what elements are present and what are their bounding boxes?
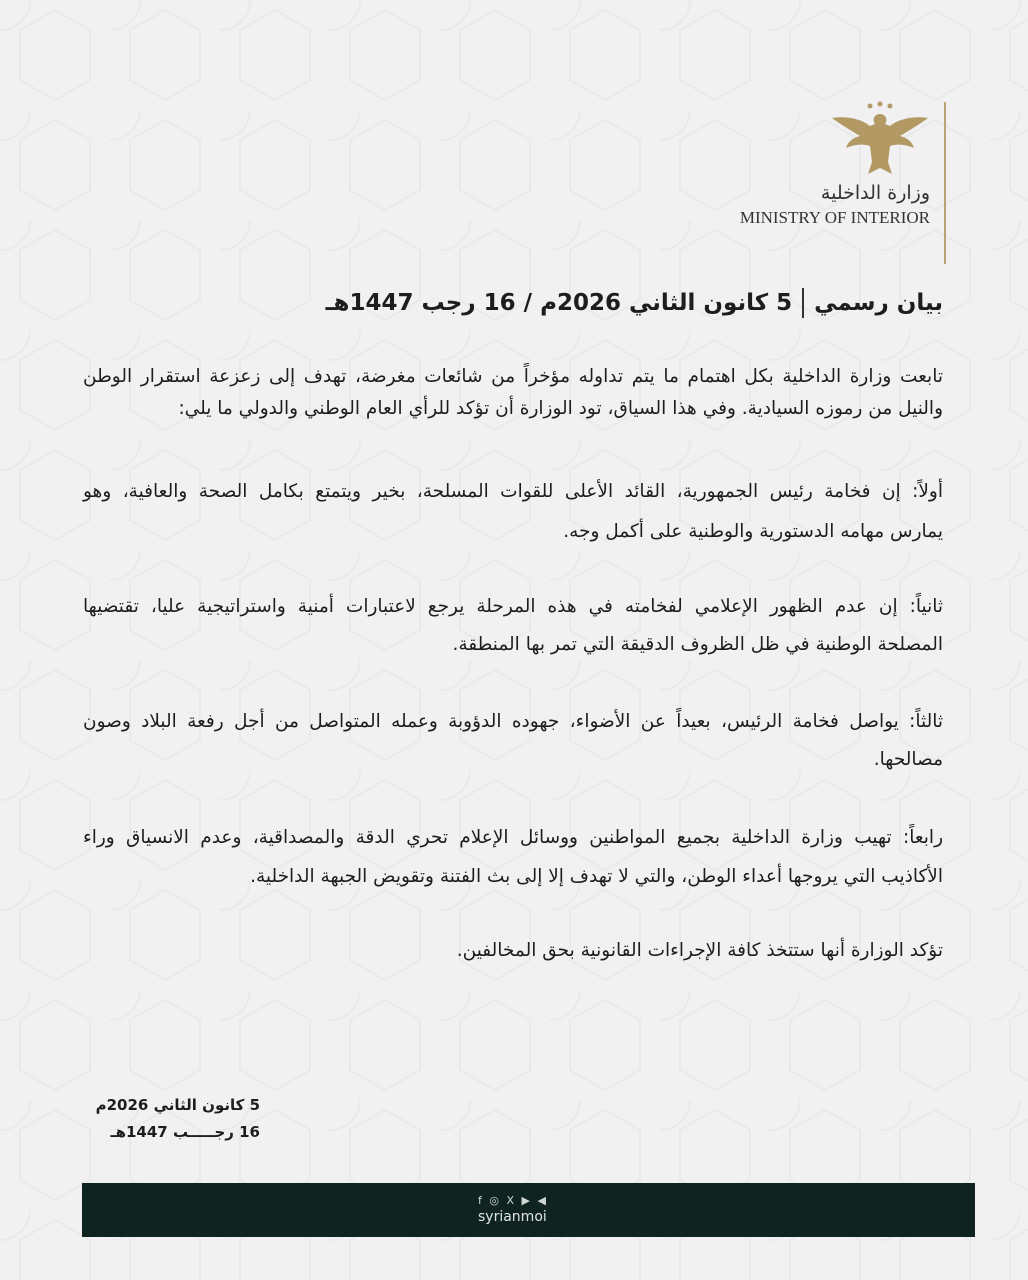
social-icons: f ◎ X ▶ ◀ bbox=[478, 1194, 548, 1207]
body-line: ثالثاً: يواصل فخامة الرئيس، بعيداً عن الأضواء، جهوده الدؤوبة وعمله المتواصل من أجل رفعة البلاد وصون bbox=[83, 711, 943, 732]
body-line: تابعت وزارة الداخلية بكل اهتمام ما يتم تداوله مؤخراً من شائعات مغرضة، تهدف إلى زعزعة استقرار الوطن bbox=[83, 366, 943, 387]
body-line: أولاً: إن فخامة رئيس الجمهورية، القائد الأعلى للقوات المسلحة، بخير ويتمتع بكامل الصحة والعافية، وهو bbox=[83, 481, 943, 502]
body-line: يمارس مهامه الدستورية والوطنية على أكمل وجه. bbox=[563, 521, 943, 542]
social-handle: syrianmoi bbox=[478, 1209, 547, 1225]
body-line: والنيل من رموزه السيادية. وفي هذا السياق، تود الوزارة أن تؤكد للرأي العام الوطني والدولي ما يلي: bbox=[178, 398, 943, 419]
title-separator bbox=[802, 288, 804, 318]
title-date: 5 كانون الثاني 2026م / 16 رجب 1447هـ bbox=[325, 290, 793, 316]
signature-gregorian-date: 5 كانون الثاني 2026م bbox=[95, 1096, 260, 1114]
body-line: ثانياً: إن عدم الظهور الإعلامي لفخامته في هذه المرحلة يرجع لاعتبارات أمنية واستراتيجية عليا، تقتضيها bbox=[83, 596, 943, 617]
body-line: تؤكد الوزارة أنها ستتخذ كافة الإجراءات القانونية بحق المخالفين. bbox=[456, 940, 943, 961]
title-label: بيان رسمي bbox=[814, 290, 943, 316]
logo-arabic: وزارة الداخلية bbox=[820, 182, 930, 204]
body-line: مصالحها. bbox=[873, 749, 943, 770]
eagle-emblem-icon bbox=[830, 100, 930, 180]
body-line: رابعاً: تهيب وزارة الداخلية بجميع المواطنين ووسائل الإعلام تحري الدقة والمصداقية، وعدم الانسياق وراء bbox=[83, 827, 943, 848]
header-divider bbox=[944, 102, 946, 264]
body-line: المصلحة الوطنية في ظل الظروف الدقيقة التي تمر بها المنطقة. bbox=[452, 634, 943, 655]
page-title bbox=[326, 288, 943, 318]
logo-english: MINISTRY OF INTERIOR bbox=[739, 208, 930, 227]
signature-hijri-date: 16 رجـــــب 1447هـ bbox=[110, 1123, 260, 1141]
body-line: الأكاذيب التي يروجها أعداء الوطن، والتي لا تهدف إلا إلى بث الفتنة وتقويض الجبهة الداخلية. bbox=[250, 866, 943, 887]
